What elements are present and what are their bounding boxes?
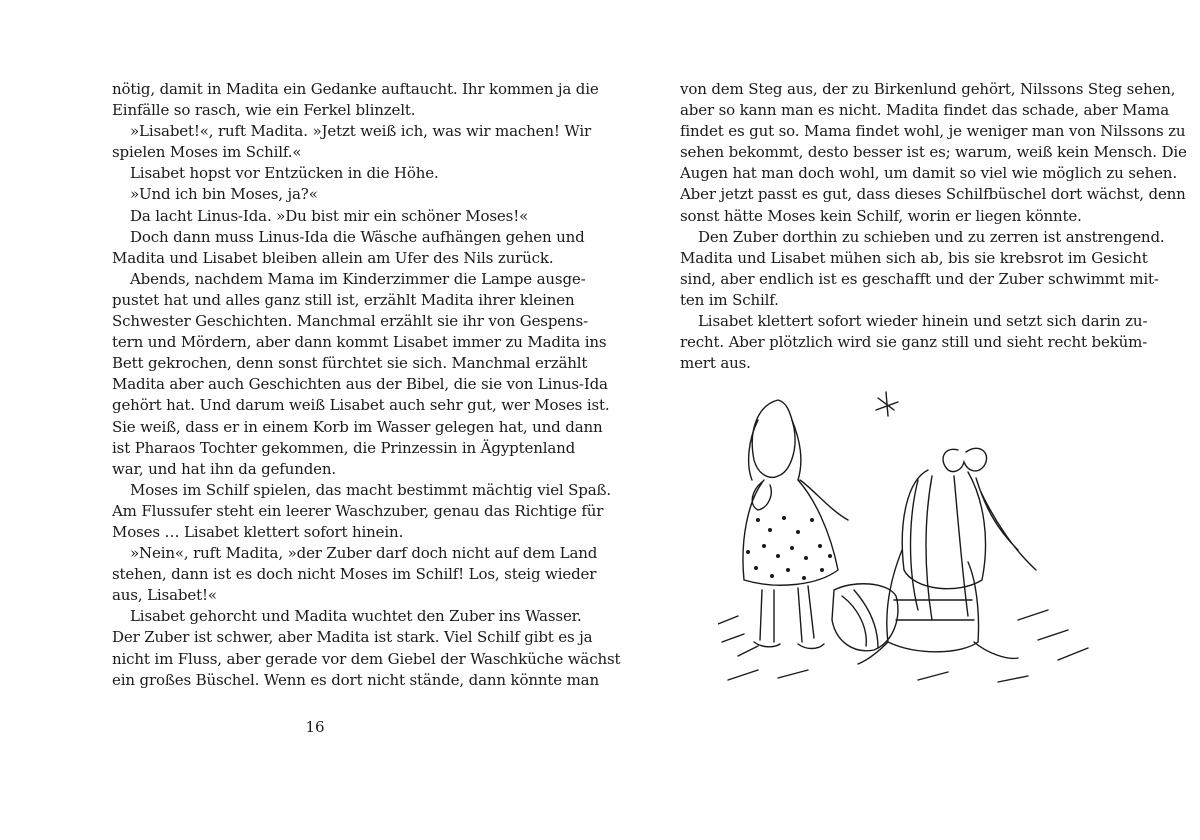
text-line: Bett gekrochen, denn sonst fürchtet sie sich. Manchmal erzählt (112, 354, 588, 373)
text-line: ten im Schilf. (680, 290, 779, 309)
right-page (600, 0, 1200, 840)
text-line: Lisabet gehorcht und Madita wuchtet den Zuber ins Wasser. (130, 607, 582, 626)
text-line: »Lisabet!«, ruft Madita. »Jetzt weiß ich, was wir machen! Wir (130, 122, 592, 141)
illustration-girls-by-tub (718, 380, 1098, 700)
text-line: recht. Aber plötzlich wird sie ganz still und sieht recht beküm- (680, 333, 1148, 352)
text-line: Doch dann muss Linus-Ida die Wäsche aufhängen gehen und (130, 227, 585, 246)
right-page-text (680, 79, 1187, 374)
text-line: Abends, nachdem Mama im Kinderzimmer die Lampe ausge- (130, 269, 586, 288)
text-line: Augen hat man doch wohl, um damit so viel wie möglich zu sehen. (680, 164, 1177, 183)
text-line: Am Flussufer steht ein leerer Waschzuber, genau das Richtige für (112, 501, 604, 520)
text-line: mert aus. (680, 354, 751, 373)
text-line: gehört hat. Und darum weiß Lisabet auch sehr gut, wer Moses ist. (112, 396, 610, 415)
text-line: »Nein«, ruft Madita, »der Zuber darf doch nicht auf dem Land (130, 544, 598, 563)
text-line: stehen, dann ist es doch nicht Moses im Schilf! Los, steig wieder (112, 565, 597, 584)
text-line: sonst hätte Moses kein Schilf, worin er liegen könnte. (680, 206, 1082, 225)
text-line: »Und ich bin Moses, ja?« (130, 185, 318, 204)
text-line: Madita aber auch Geschichten aus der Bibel, die sie von Linus-Ida (112, 375, 608, 394)
text-line: Moses im Schilf spielen, das macht bestimmt mächtig viel Spaß. (130, 480, 612, 499)
page-number: 16 (305, 718, 325, 736)
text-line: Moses … Lisabet klettert sofort hinein. (112, 522, 404, 541)
text-line: Lisabet hopst vor Entzücken in die Höhe. (130, 164, 439, 183)
text-line: Sie weiß, dass er in einem Korb im Wasser gelegen hat, und dann (112, 417, 603, 436)
text-line: ist Pharaos Tochter gekommen, die Prinzessin in Ägyptenland (112, 438, 576, 457)
text-line: pustet hat und alles ganz still ist, erzählt Madita ihrer kleinen (112, 290, 575, 309)
text-line: findet es gut so. Mama findet wohl, je weniger man von Nilssons zu (680, 122, 1186, 141)
text-line: Aber jetzt passt es gut, dass dieses Schilfbüschel dort wächst, denn (680, 185, 1186, 204)
text-line: aber so kann man es nicht. Madita findet das schade, aber Mama (680, 101, 1169, 120)
text-line: Den Zuber dorthin zu schieben und zu zerren ist anstrengend. (698, 227, 1165, 246)
dress-dots (746, 516, 832, 580)
text-line: sehen bekommt, desto besser ist es; warum, weiß kein Mensch. Die (680, 143, 1187, 162)
text-line: Einfälle so rasch, wie ein Ferkel blinzelt. (112, 101, 416, 120)
text-line: spielen Moses im Schilf.« (112, 143, 302, 162)
text-line: ein großes Büschel. Wenn es dort nicht stände, dann könnte man (112, 670, 599, 689)
text-line: nötig, damit in Madita ein Gedanke auftaucht. Ihr kommen ja die (112, 80, 599, 98)
dragonfly-sketch (876, 392, 898, 416)
text-line: Madita und Lisabet bleiben allein am Ufer des Nils zurück. (112, 248, 554, 267)
text-line: nicht im Fluss, aber gerade vor dem Giebel der Waschküche wächst (112, 649, 621, 668)
text-line: aus, Lisabet!« (112, 586, 217, 605)
text-line: Da lacht Linus-Ida. »Du bist mir ein schöner Moses!« (130, 206, 529, 225)
text-line: sind, aber endlich ist es geschafft und der Zuber schwimmt mit- (680, 269, 1159, 288)
left-page-text (112, 79, 621, 691)
text-line: Madita und Lisabet mühen sich ab, bis sie krebsrot im Gesicht (680, 248, 1148, 267)
text-line: Der Zuber ist schwer, aber Madita ist stark. Viel Schilf gibt es ja (112, 628, 593, 647)
text-line: tern und Mördern, aber dann kommt Lisabet immer zu Madita ins (112, 333, 607, 352)
text-line: war, und hat ihn da gefunden. (112, 459, 337, 478)
text-line: Lisabet klettert sofort wieder hinein und setzt sich darin zu- (698, 312, 1148, 331)
text-line: von dem Steg aus, der zu Birkenlund gehört, Nilssons Steg sehen, (680, 80, 1176, 98)
text-line: Schwester Geschichten. Manchmal erzählt sie ihr von Gespens- (112, 312, 589, 331)
sitting-girl-sketch (858, 448, 1036, 664)
pen-drawing (718, 380, 1098, 700)
